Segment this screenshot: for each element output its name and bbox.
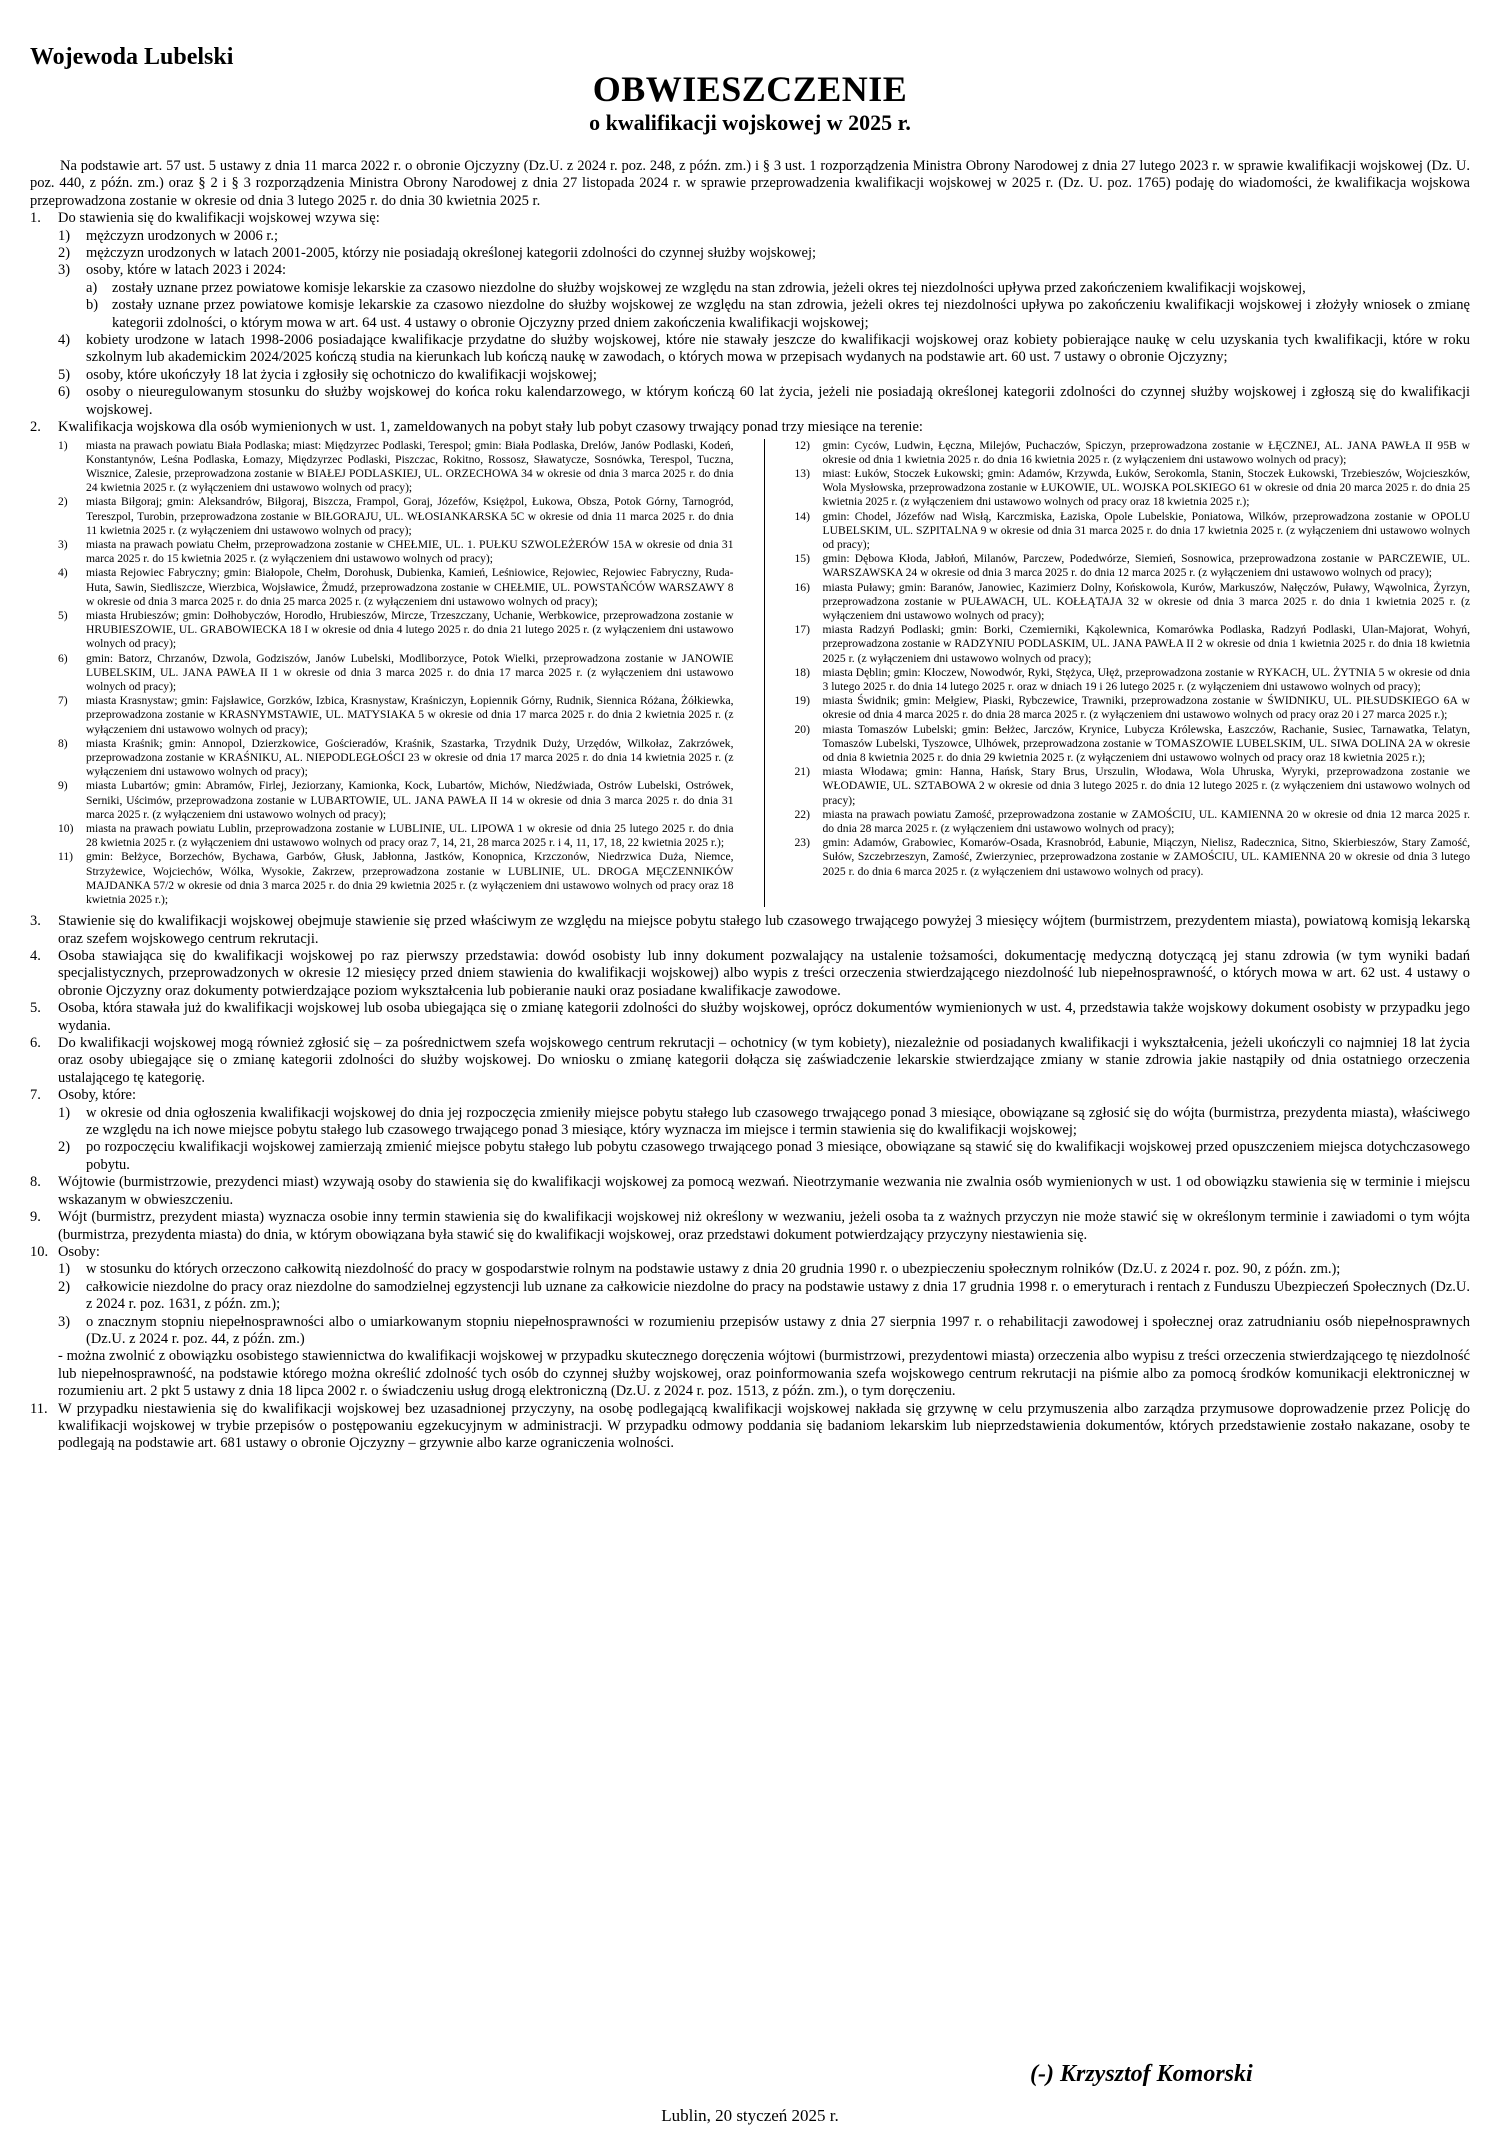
locations-right-column	[765, 439, 1471, 908]
locations-columns	[58, 439, 1470, 908]
section-3	[30, 913, 1470, 948]
section-number: 10.	[30, 1243, 49, 1260]
list-item	[30, 228, 1470, 245]
item-number: 14)	[794, 509, 810, 523]
section-text: Osoba stawiająca się do kwalifikacji wojskowej po raz pierwszy przedstawia: dowód osobisty lub inny dokument pozwalający na ustalenie tożsamości, dokumentację medyczną dotyczącą jej stanu zdrowia (w tym wyniki badań specjalistycznych, przeprowadzonych w okresie 12 miesięcy przed dniem stawienia do kwalifikacji wojskowej) albo wypis z treści orzeczenia stwierdzającego niezdolność lub niepełnosprawność, o których mowa w art. 62 ust. 4 ustawy o obronie Ojczyzny oraz dokumenty potwierdzające poziom wykształcenia lub pobieranie nauki oraz posiadane kwalifikacje zawodowe.	[58, 948, 1470, 999]
subitem-text: zostały uznane przez powiatowe komisje lekarskie za czasowo niezdolne do służby wojskowej ze względu na stan zdrowia, jeżeli okres tej niezdolności upływa przed zakończeniem kwalifikacji wojskowej,	[112, 279, 1306, 296]
list-item	[30, 1105, 1470, 1140]
item-text: miasta Radzyń Podlaski; gmin: Borki, Czemierniki, Kąkolewnica, Komarówka Podlaska, Radzyń Podlaski, Ulan-Majorat, Wohyń, przeprowadzona zostanie w RADZYNIU PODLASKIM, UL. JANA PAWŁA II 2 w okresie od dnia 1 kwietnia 2025 r. do dnia 18 kwietnia 2025 r. (z wyłączeniem dni ustawowo wolnych od pracy);	[822, 623, 1470, 665]
item-number: 3)	[58, 537, 68, 551]
section-number: 4.	[30, 948, 41, 965]
item-text: miasta Krasnystaw; gmin: Fajsławice, Gorzków, Izbica, Krasnystaw, Kraśniczyn, Łopiennik Górny, Rudnik, Siennica Różana, Żółkiewka, przeprowadzona zostanie w KRASNYMSTAWIE, UL. MATYSIAKA 5 w okresie od dnia 17 marca 2025 r. do dnia 2 kwietnia 2025 r. (z wyłączeniem dni ustawowo wolnych od pracy);	[86, 694, 734, 736]
section-10-tail: - można zwolnić z obowiązku osobistego stawiennictwa do kwalifikacji wojskowej w przypadku skutecznego doręczenia wójtowi (burmistrzowi, prezydentowi miasta) orzeczenia albo wypisu z treści orzeczenia stwierdzającego tę niezdolność lub niepełnosprawność, na podstawie którego można określić zdolność tych osób do czynnej służby wojskowej, oraz poinformowania szefa wojskowego centrum rekrutacji na piśmie albo za pomocą środków komunikacji elektronicznej w rozumieniu art. 2 pkt 5 ustawy z dnia 18 lipca 2002 r. o świadczeniu usług drogą elektroniczną (Dz.U. z 2024 r. poz. 1513, z późn. zm.), o tym doręczeniu.	[58, 1348, 1470, 1400]
item-text: miasta Kraśnik; gmin: Annopol, Dzierzkowice, Gościeradów, Kraśnik, Szastarka, Trzydnik Duży, Urzędów, Wilkołaz, Zakrzówek, przeprowadzona zostanie w KRAŚNIKU, AL. NIEPODLEGŁOŚCI 23 w okresie od dnia 17 marca 2025 r. do dnia 14 kwietnia 2025 r. (z wyłączeniem dni ustawowo wolnych od pracy);	[86, 736, 734, 779]
location-item	[795, 510, 1471, 553]
item-text: po rozpoczęciu kwalifikacji wojskowej zamierzają zmienić miejsce pobytu stałego lub pobytu czasowego trwającego ponad 3 miesiące, obowiązane są stawić się do kwalifikacji wojskowej przed opuszczeniem miejsca dotychczasowego pobytu.	[86, 1139, 1470, 1173]
section-text: Do stawienia się do kwalifikacji wojskowej wzywa się:	[58, 210, 380, 227]
item-text: miasta Biłgoraj; gmin: Aleksandrów, Biłgoraj, Biszcza, Frampol, Goraj, Józefów, Księżpol, Łukowa, Obsza, Potok Górny, Tarnogród, Tereszpol, Turobin, przeprowadzona zostanie w BIŁGORAJU, UL. WŁOSIANKARSKA 5C w okresie od dnia 11 marca 2025 r. do dnia 11 kwietnia 2025 r. (z wyłączeniem dni ustawowo wolnych od pracy);	[86, 495, 734, 537]
subitem-letter: a)	[86, 279, 98, 296]
item-number: 22)	[794, 807, 810, 821]
section-number: 6.	[30, 1035, 41, 1052]
location-item	[795, 581, 1471, 624]
section-number: 7.	[30, 1087, 41, 1104]
section-5	[30, 1000, 1470, 1035]
item-text: miasta na prawach powiatu Biała Podlaska; miast: Międzyrzec Podlaski, Terespol; gmin: Biała Podlaska, Drelów, Janów Podlaski, Kodeń, Konstantynów, Leśna Podlaska, Łomazy, Międzyrzec Podlaski, Piszczac, Rokitno, Rossosz, Sławatycze, Sosnówka, Terespol, Tuczna, Wisznice, Zalesie, przeprowadzona zostanie w BIAŁEJ PODLASKIEJ, UL. ORZECHOWA 34 w okresie od dnia 3 marca 2025 r. do dnia 24 kwietnia 2025 r. (z wyłączeniem dni ustawowo wolnych od pracy);	[86, 438, 734, 495]
item-text: o znacznym stopniu niepełnosprawności albo o umiarkowanym stopniu niepełnosprawności w rozumieniu przepisów ustawy z dnia 27 sierpnia 1997 r. o rehabilitacji zawodowej i społecznej oraz zatrudnianiu osób niepełnosprawnych (Dz.U. z 2024 r. poz. 44, z późn. zm.)	[86, 1313, 1470, 1347]
item-text: gmin: Bełżyce, Borzechów, Bychawa, Garbów, Głusk, Jabłonna, Jastków, Konopnica, Krzczonów, Niedrzwica Duża, Niemce, Strzyżewice, Wojciechów, Wólka, Wysokie, Zakrzew, przeprowadzona zostanie w LUBLINIE, UL. DROGA MĘCZENNIKÓW MAJDANKA 57/2 w okresie od dnia 3 marca 2025 r. do dnia 29 kwietnia 2025 r. (z wyłączeniem dni ustawowo wolnych od pracy oraz 18 kwietnia 2025 r.);	[86, 850, 734, 906]
item-text: miasta na prawach powiatu Lublin, przeprowadzona zostanie w LUBLINIE, UL. LIPOWA 1 w okresie od dnia 25 lutego 2025 r. do dnia 28 kwietnia 2025 r. (z wyłączeniem dni ustawowo wolnych od pracy oraz 7, 14, 21, 28 marca 2025 r. i 4, 11, 17, 18, 22 kwietnia 2025 r.);	[86, 821, 734, 850]
item-number: 17)	[794, 623, 810, 637]
item-text: osoby, które ukończyły 18 lat życia i zgłosiły się ochotniczo do kwalifikacji wojskowej;	[86, 366, 597, 383]
location-item	[795, 694, 1471, 722]
section-number: 5.	[30, 1000, 41, 1017]
section-text: Osoby:	[58, 1243, 100, 1260]
item-text: całkowicie niezdolne do pracy oraz niezdolne do samodzielnej egzystencji lub uznane za całkowicie niezdolne do pracy na podstawie ustawy z dnia 17 grudnia 1998 r. o emeryturach i rentach z Funduszu Ubezpieczeń Społecznych (Dz.U. z 2024 r. poz. 1631, z późn. zm.);	[86, 1278, 1470, 1313]
item-text: miasta na prawach powiatu Chełm, przeprowadzona zostanie w CHEŁMIE, UL. 1. PUŁKU SZWOLEŻERÓW 15A w okresie od dnia 31 marca 2025 r. do 15 kwietnia 2025 r. (z wyłączeniem dni ustawowo wolnych od pracy);	[86, 537, 734, 566]
location-item	[795, 723, 1471, 766]
item-number: 3)	[58, 262, 71, 279]
item-number: 5)	[58, 608, 68, 622]
section-number: 8.	[30, 1174, 41, 1191]
item-number: 1)	[58, 1104, 71, 1121]
item-text: osoby, które w latach 2023 i 2024:	[86, 262, 287, 279]
item-text: mężczyzn urodzonych w 2006 r.;	[86, 227, 279, 244]
item-number: 1)	[58, 227, 71, 244]
list-item	[30, 332, 1470, 367]
list-item	[30, 262, 1470, 279]
section-2	[30, 419, 1470, 436]
item-number: 4)	[58, 566, 68, 580]
document-subtitle: o kwalifikacji wojskowej w 2025 r.	[589, 110, 911, 135]
location-item	[795, 467, 1471, 510]
subitem-text: zostały uznane przez powiatowe komisje lekarskie za czasowo niezdolne do służby wojskowej ze względu na stan zdrowia, jeżeli okres tej niezdolności upływa po zakończeniu kwalifikacji wojskowej i złożyły wniosek o zmianę kategorii zdolności, o którym mowa w art. 64 ust. 4 ustawy o obronie Ojczyzny przed dniem zakończenia kwalifikacji wojskowej;	[112, 297, 1470, 331]
item-number: 6)	[58, 384, 71, 401]
item-number: 19)	[794, 694, 810, 708]
signature: (-) Krzysztof Komorski	[1030, 2061, 1253, 2087]
section-text: Osoby, które:	[58, 1087, 136, 1104]
item-text: miasta Włodawa; gmin: Hanna, Hańsk, Stary Brus, Urszulin, Włodawa, Wola Uhruska, Wyryki, przeprowadzona zostanie we WŁODAWIE, UL. SZTABOWA 2 w okresie od dnia 3 lutego 2025 r. do dnia 12 lutego 2025 r. (z wyłączeniem dni ustawowo wolnych od pracy);	[822, 765, 1470, 807]
item-number: 5)	[58, 366, 71, 383]
item-text: gmin: Chodel, Józefów nad Wisłą, Karczmiska, Łaziska, Opole Lubelskie, Poniatowa, Wilków, przeprowadzona zostanie w OPOLU LUBELSKIM, UL. SZPITALNA 9 w okresie od dnia 31 marca 2025 r. do dnia 17 kwietnia 2025 r. (z wyłączeniem dni ustawowo wolnych od pracy);	[822, 509, 1470, 551]
section-7	[30, 1087, 1470, 1104]
section-11	[30, 1401, 1470, 1453]
list-subitem	[30, 297, 1470, 332]
section-number: 3.	[30, 913, 41, 930]
item-text: osoby o nieuregulowanym stosunku do służby wojskowej do końca roku kalendarzowego, w którym kończą 60 lat życia, jeżeli nie posiadają określonej kategorii zdolności do czynnej służby wojskowej i zgłoszą się do kwalifikacji wojskowej.	[86, 384, 1470, 418]
item-number: 18)	[794, 665, 810, 679]
item-number: 1)	[58, 438, 68, 452]
item-number: 11)	[58, 850, 74, 864]
location-item	[795, 623, 1471, 666]
place-and-date: Lublin, 20 styczeń 2025 r.	[661, 2106, 839, 2125]
section-4	[30, 948, 1470, 1000]
item-number: 1)	[58, 1261, 71, 1278]
location-item	[795, 439, 1471, 467]
location-item	[795, 836, 1471, 879]
item-text: miasta Hrubieszów; gmin: Dołhobyczów, Horodło, Hrubieszów, Mircze, Trzeszczany, Uchanie, Werbkowice, przeprowadzona zostanie w HRUBIESZOWIE, UL. GRABOWIECKA 18 I w okresie od dnia 4 lutego 2025 r. do dnia 21 lutego 2025 r. (z wyłączeniem dni ustawowo wolnych od pracy);	[86, 608, 734, 651]
item-number: 2)	[58, 1278, 71, 1295]
list-item	[30, 384, 1470, 419]
location-item	[795, 808, 1471, 836]
item-number: 6)	[58, 651, 68, 665]
section-text: Osoba, która stawała już do kwalifikacji wojskowej lub osoba ubiegająca się o zmianę kategorii zdolności do służby wojskowej, oprócz dokumentów wymienionych w ust. 4, przedstawia także wojskowy dokument osobisty w przypadku jego wydania.	[58, 1000, 1470, 1034]
item-number: 10)	[58, 821, 74, 835]
item-number: 2)	[58, 495, 68, 509]
item-text: miasta na prawach powiatu Zamość, przeprowadzona zostanie w ZAMOŚCIU, UL. KAMIENNA 20 w okresie od dnia 12 marca 2025 r. do dnia 28 marca 2025 r. (z wyłączeniem dni ustawowo wolnych od pracy);	[822, 807, 1470, 835]
item-text: miasta Lubartów; gmin: Abramów, Firlej, Jeziorzany, Kamionka, Kock, Lubartów, Michów, Niedźwiada, Ostrów Lubelski, Ostrówek, Serniki, Uścimów, przeprowadzona zostanie w LUBARTOWIE, UL. JANA PAWŁA II 14 w okresie od dnia 3 marca 2025 r. do dnia 31 marca 2025 r. (z wyłączeniem dni ustawowo wolnych od pracy);	[86, 779, 734, 821]
location-item	[795, 666, 1471, 694]
item-text: gmin: Batorz, Chrzanów, Dzwola, Godziszów, Janów Lubelski, Modliborzyce, Potok Wielki, przeprowadzona zostanie w JANOWIE LUBELSKIM, UL. JANA PAWŁA II 1 w okresie od dnia 3 marca 2025 r. do dnia 17 marca 2025 r. (z wyłączeniem dni ustawowo wolnych od pracy);	[86, 651, 734, 693]
section-text: W przypadku niestawienia się do kwalifikacji wojskowej bez uzasadnionej przyczyny, na osobę podlegającą kwalifikacji wojskowej nakłada się grzywnę w celu przymuszenia albo zarządza przymusowe doprowadzenie przez Policję do kwalifikacji wojskowej w trybie przepisów o postępowaniu egzekucyjnym w administracji. W przypadku odmowy poddania się badaniom lekarskim lub nieprzedstawienia dokumentów, których przedstawienie zostało nakazane, osoby te podlegają na podstawie art. 681 ustawy o obronie Ojczyzny – grzywnie albo karze ograniczenia wolności.	[58, 1400, 1470, 1452]
item-text: w okresie od dnia ogłoszenia kwalifikacji wojskowej do dnia jej rozpoczęcia zmieniły miejsce pobytu stałego lub czasowego trwającego ponad 3 miesiące, obowiązane są zgłosić się do wójta (burmistrza, prezydenta miasta), właściwego ze względu na ich nowe miejsce pobytu stałego lub czasowego trwającego ponad 3 miesiące, który wyznacza im miejsce i termin stawienia się do kwalifikacji wojskowej;	[86, 1104, 1470, 1139]
item-number: 4)	[58, 332, 71, 349]
section-8	[30, 1174, 1470, 1209]
subitem-letter: b)	[86, 297, 99, 314]
section-text: Kwalifikacja wojskowa dla osób wymienionych w ust. 1, zameldowanych na pobyt stały lub pobyt czasowy trwający ponad trzy miesiące na terenie:	[58, 419, 923, 436]
section-1	[30, 210, 1470, 227]
location-item	[58, 737, 734, 780]
section-text: Do kwalifikacji wojskowej mogą również zgłosić się – za pośrednictwem szefa wojskowego centrum rekrutacji – ochotnicy (w tym kobiety), niezależnie od posiadanych kwalifikacji i wykształcenia, jeżeli ukończyli co najmniej 18 lat życia oraz osoby ubiegające się o zmianę kategorii zdolności do służby wojskowej. Do wniosku o zmianę kategorii dołącza się zaświadczenie lekarskie stwierdzające zmiany w stanie zdrowia jakie nastąpiły od dnia ostatniego orzeczenia ustalającego tę kategorię.	[58, 1035, 1470, 1086]
location-item	[795, 765, 1471, 808]
location-item	[795, 552, 1471, 580]
section-text: Stawienie się do kwalifikacji wojskowej obejmuje stawienie się przed właściwym ze względu na miejsce pobytu stałego lub czasowego trwającego powyżej 3 miesięcy wójtem (burmistrzem, prezydentem miasta), powiatową komisją lekarską oraz szefem wojskowego centrum rekrutacji.	[58, 913, 1470, 947]
section-text: Wójtowie (burmistrzowie, prezydenci miast) wzywają osoby do stawienia się do kwalifikacji wojskowej za pomocą wezwań. Nieotrzymanie wezwania nie zwalnia osób wymienionych w ust. 1 od obowiązku stawienia się w terminie i miejscu wskazanym w obwieszczeniu.	[58, 1174, 1470, 1208]
item-number: 8)	[58, 736, 68, 750]
section-number: 2.	[30, 419, 41, 436]
item-text: kobiety urodzone w latach 1998-2006 posiadające kwalifikacje przydatne do służby wojskowej, które nie stawały jeszcze do kwalifikacji wojskowej oraz kobiety pobierające naukę w celu uzyskania tych kwalifikacji, które w roku szkolnym lub akademickim 2024/2025 kończą studia na kierunkach lub kończą naukę w zawodach, o których mowa w przepisach wydanych na podstawie art. 60 ust. 7 ustawy o obronie Ojczyzny;	[86, 332, 1470, 366]
document-title: OBWIESZCZENIE	[592, 69, 908, 109]
item-text: miasta Rejowiec Fabryczny; gmin: Białopole, Chełm, Dorohusk, Dubienka, Kamień, Leśniowice, Rejowiec, Rejowiec Fabryczny, Ruda-Huta, Sawin, Siedliszcze, Wierzbica, Wojsławice, Żmudź, przeprowadzona zostanie w CHEŁMIE, UL. POWSTAŃCÓW WARSZAWY 8 w okresie od dnia 3 marca 2025 r. do dnia 25 marca 2025 r. (z wyłączeniem dni ustawowo wolnych od pracy);	[86, 566, 734, 608]
list-item	[30, 1314, 1470, 1349]
section-10	[30, 1244, 1470, 1261]
item-text: miasta Świdnik; gmin: Mełgiew, Piaski, Rybczewice, Trawniki, przeprowadzona zostanie w ŚWIDNIKU, UL. PIŁSUDSKIEGO 6A w okresie od dnia 4 marca 2025 r. do dnia 28 marca 2025 r. (z wyłączeniem dni ustawowo wolnych od pracy oraz 20 i 27 marca 2025 r.);	[822, 694, 1470, 722]
issuing-authority: Wojewoda Lubelski	[30, 44, 234, 70]
item-number: 23)	[794, 836, 810, 850]
document-body	[30, 158, 1470, 1453]
item-text: gmin: Adamów, Grabowiec, Komarów-Osada, Krasnobród, Łabunie, Miączyn, Nielisz, Radecznica, Sitno, Skierbieszów, Stary Zamość, Sułów, Szczebrzeszyn, Zamość, Zwierzyniec, przeprowadzona zostanie w ZAMOŚCIU, UL. KAMIENNA 20 w okresie od dnia 3 lutego 2025 r. do dnia 6 marca 2025 r. (z wyłączeniem dni ustawowo wolnych od pracy).	[822, 836, 1470, 878]
item-number: 9)	[58, 779, 68, 793]
location-item	[58, 495, 734, 538]
list-item	[30, 245, 1470, 262]
location-item	[58, 538, 734, 566]
location-item	[58, 850, 734, 907]
location-item	[58, 694, 734, 737]
item-text: miast: Łuków, Stoczek Łukowski; gmin: Adamów, Krzywda, Łuków, Serokomla, Stanin, Stoczek Łukowski, Trzebieszów, Wojcieszków, Wola Mysłowska, przeprowadzona zostanie w ŁUKOWIE, UL. WOJSKA POLSKIEGO 61 w okresie od dnia 20 marca 2025 r. do dnia 25 kwietnia 2025 r. (z wyłączeniem dni ustawowo wolnych od pracy oraz 18 kwietnia 2025 r.);	[822, 466, 1470, 509]
locations-left-column	[58, 439, 765, 908]
location-item	[58, 779, 734, 822]
item-text: miasta Puławy; gmin: Baranów, Janowiec, Kazimierz Dolny, Końskowola, Kurów, Markuszów, Nałęczów, Puławy, Wąwolnica, Żyrzyn, przeprowadzona zostanie w PUŁAWACH, UL. KOŁŁĄTAJA 32 w okresie od dnia 3 marca 2025 r. do dnia 1 kwietnia 2025 r. (z wyłączeniem dni ustawowo wolnych od pracy);	[822, 580, 1470, 622]
item-number: 13)	[794, 466, 810, 480]
list-item	[30, 1279, 1470, 1314]
item-number: 20)	[794, 722, 810, 736]
item-text: miasta Tomaszów Lubelski; gmin: Bełżec, Jarczów, Krynice, Lubycza Królewska, Łaszczów, Rachanie, Susiec, Tarnawatka, Telatyn, Tomaszów Lubelski, Tyszowce, Ulhówek, przeprowadzona zostanie w TOMASZOWIE LUBELSKIM, UL. SIWA DOLINA 2A w okresie od dnia 8 kwietnia 2025 r. do dnia 29 kwietnia 2025 r. (z wyłączeniem dni ustawowo wolnych od pracy oraz 18 kwietnia 2025 r.);	[822, 722, 1470, 764]
item-number: 12)	[794, 438, 810, 452]
list-item	[30, 1261, 1470, 1278]
item-number: 21)	[794, 765, 810, 779]
item-number: 3)	[58, 1313, 71, 1330]
item-number: 16)	[794, 580, 810, 594]
section-6	[30, 1035, 1470, 1087]
location-item	[58, 652, 734, 695]
intro-paragraph: Na podstawie art. 57 ust. 5 ustawy z dnia 11 marca 2022 r. o obronie Ojczyzny (Dz.U. z 2024 r. poz. 248, z późn. zm.) i § 3 ust. 1 rozporządzenia Ministra Obrony Narodowej z dnia 27 lutego 2023 r. w sprawie kwalifikacji wojskowej (Dz. U. poz. 440, z późn. zm.) oraz § 2 i § 3 rozporządzenia Ministra Obrony Narodowej z dnia 27 listopada 2024 r. w sprawie przeprowadzenia kwalifikacji wojskowej w 2025 r. (Dz. U. poz. 1765) podaję do wiadomości, że kwalifikacja wojskowa przeprowadzona zostanie w okresie od dnia 3 lutego 2025 r. do dnia 30 kwietnia 2025 r.	[30, 158, 1470, 209]
item-text: gmin: Dębowa Kłoda, Jabłoń, Milanów, Parczew, Podedwórze, Siemień, Sosnowica, przeprowadzona zostanie w PARCZEWIE, UL. WARSZAWSKA 24 w okresie od dnia 3 marca 2025 r. do dnia 12 marca 2025 r. (z wyłączeniem dni ustawowo wolnych od pracy);	[822, 552, 1470, 580]
item-text: w stosunku do których orzeczono całkowitą niezdolność do pracy w gospodarstwie rolnym na podstawie ustawy z dnia 20 grudnia 1990 r. o ubezpieczeniu społecznym rolników (Dz.U. z 2024 r. poz. 90, z późn. zm.);	[86, 1261, 1341, 1278]
item-number: 7)	[58, 694, 68, 708]
list-subitem	[30, 280, 1470, 297]
section-number: 11.	[30, 1400, 48, 1417]
location-item	[58, 609, 734, 652]
location-item	[58, 439, 734, 496]
location-item	[58, 566, 734, 609]
list-item	[30, 1139, 1470, 1174]
section-number: 9.	[30, 1209, 41, 1226]
item-text: miasta Dęblin; gmin: Kłoczew, Nowodwór, Ryki, Stężyca, Ułęż, przeprowadzona zostanie w RYKACH, UL. ŻYTNIA 5 w okresie od dnia 3 lutego 2025 r. do dnia 14 lutego 2025 r. oraz w dniach 19 i 26 lutego 2025 r. (z wyłączeniem dni ustawowo wolnych od pracy);	[822, 665, 1470, 693]
item-number: 2)	[58, 1139, 71, 1156]
item-number: 15)	[794, 552, 810, 566]
list-item	[30, 367, 1470, 384]
item-text: gmin: Cyców, Ludwin, Łęczna, Milejów, Puchaczów, Spiczyn, przeprowadzona zostanie w ŁĘCZNEJ, AL. JANA PAWŁA II 95B w okresie od dnia 1 kwietnia 2025 r. do dnia 16 kwietnia 2025 r. (z wyłączeniem dni ustawowo wolnych od pracy);	[822, 438, 1470, 466]
section-number: 1.	[30, 210, 41, 227]
section-9	[30, 1209, 1470, 1244]
section-text: Wójt (burmistrz, prezydent miasta) wyznacza osobie inny termin stawienia się do kwalifikacji wojskowej niż określony w wezwaniu, jeżeli osoba ta z ważnych przyczyn nie może stawić się w określonym terminie i zawiadomi o tym wójta (burmistrza, prezydenta miasta) do dnia, w którym obowiązana była stawić się do kwalifikacji wojskowej, oraz przedstawi dokument potwierdzający przyczyny niestawienia się.	[58, 1209, 1470, 1243]
item-text: mężczyzn urodzonych w latach 2001-2005, którzy nie posiadają określonej kategorii zdolności do czynnej służby wojskowej;	[86, 245, 817, 262]
item-number: 2)	[58, 245, 71, 262]
location-item	[58, 822, 734, 850]
